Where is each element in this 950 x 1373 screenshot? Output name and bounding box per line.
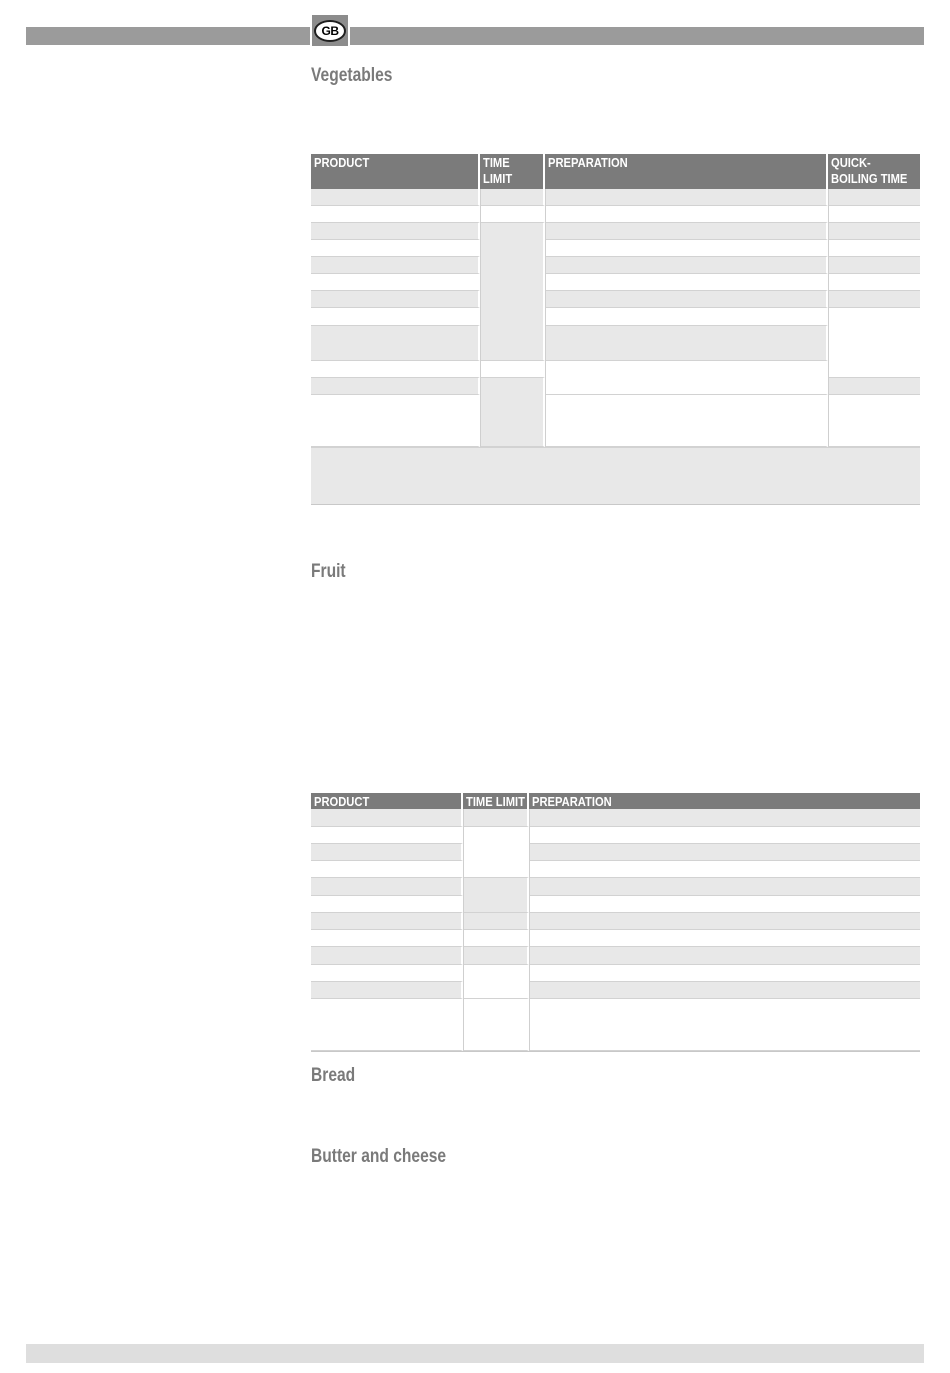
table-cell xyxy=(545,326,828,361)
table-cell xyxy=(529,999,920,1051)
table-cell xyxy=(311,982,463,999)
table-cell xyxy=(463,999,529,1051)
table-cell xyxy=(311,930,463,947)
table-cell xyxy=(828,257,920,274)
language-badge-label: GB xyxy=(314,20,346,42)
footer-bar xyxy=(26,1344,924,1363)
table-cell xyxy=(529,982,920,999)
table-bottom-rule xyxy=(311,504,920,505)
table-cell xyxy=(311,896,463,913)
table-cell xyxy=(480,361,545,378)
table-cell xyxy=(463,827,529,878)
table-cell xyxy=(311,913,463,930)
table-cell xyxy=(311,274,480,291)
table-cell xyxy=(463,930,529,947)
table-cell xyxy=(311,206,480,223)
language-badge xyxy=(310,15,350,46)
table-cell xyxy=(311,326,480,361)
table-cell xyxy=(828,240,920,257)
table-cell xyxy=(311,308,480,326)
table-footnote-row xyxy=(311,447,920,504)
table-cell xyxy=(529,827,920,844)
header-bar xyxy=(26,27,924,45)
table-cell xyxy=(828,189,920,206)
table-cell xyxy=(480,206,545,223)
table-cell xyxy=(529,878,920,896)
table-cell xyxy=(311,257,480,274)
col-header-preparation: PREPARATION xyxy=(529,793,920,809)
table-cell xyxy=(529,896,920,913)
section-title-fruit: Fruit xyxy=(311,561,346,582)
table-cell xyxy=(463,947,529,965)
table-cell xyxy=(311,878,463,896)
table-cell xyxy=(529,965,920,982)
column-rule xyxy=(463,809,464,1051)
table-cell xyxy=(828,206,920,223)
col-header-product: PRODUCT xyxy=(311,154,480,189)
table-cell xyxy=(545,240,828,257)
table-bottom-rule xyxy=(311,1051,920,1052)
col-header-quick-boiling-time: QUICK- BOILING TIME xyxy=(828,154,920,189)
table-cell xyxy=(545,308,828,326)
table-cell xyxy=(545,274,828,291)
table-cell xyxy=(529,913,920,930)
table-cell xyxy=(828,223,920,240)
table-cell xyxy=(545,189,828,206)
table-cell xyxy=(311,947,463,965)
column-rule xyxy=(828,189,829,447)
table-cell xyxy=(311,223,480,240)
fruit-table xyxy=(311,793,920,1053)
table-cell xyxy=(311,844,463,861)
section-title-vegetables: Vegetables xyxy=(311,65,393,86)
table-cell xyxy=(311,861,463,878)
column-rule xyxy=(529,809,530,1051)
column-rule xyxy=(480,189,481,447)
table-cell xyxy=(311,240,480,257)
table-cell xyxy=(311,378,480,395)
table-cell xyxy=(311,827,463,844)
table-cell xyxy=(311,999,463,1051)
table-cell xyxy=(545,206,828,223)
table-cell xyxy=(529,947,920,965)
table-cell xyxy=(545,361,828,395)
table-cell xyxy=(529,809,920,827)
table-cell xyxy=(311,291,480,308)
vegetables-table xyxy=(311,154,920,506)
table-cell xyxy=(529,861,920,878)
table-cell xyxy=(529,844,920,861)
table-cell xyxy=(311,189,480,206)
col-header-product: PRODUCT xyxy=(311,793,463,809)
table-cell xyxy=(828,395,920,447)
table-cell xyxy=(828,308,920,378)
table-cell xyxy=(311,809,463,827)
col-header-time-limit: TIME LIMIT xyxy=(463,793,529,809)
table-cell xyxy=(480,189,545,206)
table-cell xyxy=(828,378,920,395)
section-title-bread: Bread xyxy=(311,1065,356,1086)
table-cell xyxy=(480,223,545,361)
table-cell xyxy=(529,930,920,947)
column-rule xyxy=(545,189,546,447)
table-cell xyxy=(480,378,545,447)
table-cell xyxy=(463,809,529,827)
table-cell xyxy=(463,878,529,913)
col-header-time-limit: TIME LIMIT xyxy=(480,154,545,189)
table-cell xyxy=(545,291,828,308)
col-header-preparation: PREPARATION xyxy=(545,154,828,189)
table-cell xyxy=(463,913,529,930)
table-cell xyxy=(828,291,920,308)
table-cell xyxy=(311,395,480,447)
table-cell xyxy=(545,395,828,447)
table-cell xyxy=(311,965,463,982)
table-cell xyxy=(545,223,828,240)
table-cell xyxy=(828,274,920,291)
table-cell xyxy=(463,965,529,999)
section-title-butter-and-cheese: Butter and cheese xyxy=(311,1146,447,1167)
table-cell xyxy=(311,361,480,378)
table-cell xyxy=(545,257,828,274)
